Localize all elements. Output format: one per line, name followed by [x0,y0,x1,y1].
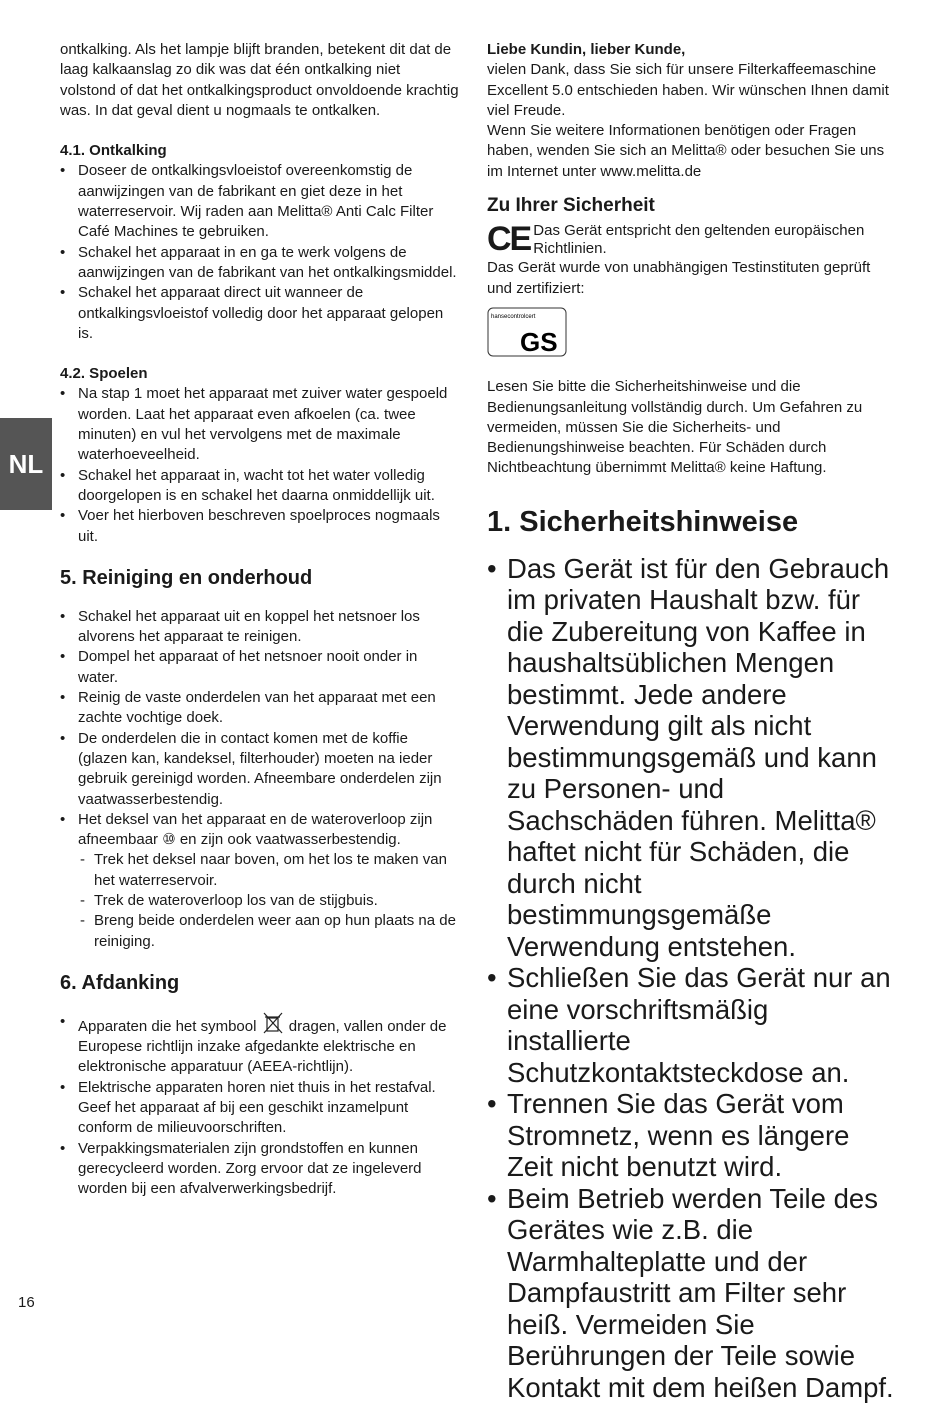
section-1-title: 1. Sicherheitshinweise [487,505,799,538]
gs-certification-logo [487,307,567,357]
safety-item: • Schließen Sie das Gerät nur an eine vorschriftsmäßig installierte Schutzkontaktsteckdose an. [487,962,897,1088]
dash-item: - Breng beide onderdelen weer aan op hun plaats na de reiniging. [60,911,460,952]
list-item: • Het deksel van het apparaat en de wateroverloop zijn afneembaar ⑩ en zijn ook vaatwasserbestendig. [60,810,460,851]
tested-text: Das Gerät wurde von unabhängigen Testinstituten geprüft und zertifiziert: [487,259,871,297]
ce-mark: CE [487,220,531,259]
gs-logo-caption: hansecontrolcert [491,313,536,320]
dash-item: - Trek het deksel naar boven, om het los te maken van het waterreservoir. [60,850,460,891]
list-item: • Reinig de vaste onderdelen van het apparaat met een zachte vochtige doek. [60,688,460,729]
section-4-2-list [60,384,460,546]
thanks-paragraph: vielen Dank, dass Sie sich für unsere Filterkaffeemaschine Excellent 5.0 entschieden haben. Wir wünschen Ihnen damit viel Freude. [487,61,889,119]
section-6-title: 6. Afdanking [60,971,180,994]
list-item: • Schakel het apparaat in en ga te werk volgens de aanwijzingen van de fabrikant van het ontkalkingsmiddel. [60,243,460,284]
section-5-title: 5. Reiniging en onderhoud [60,566,313,589]
section-4-1-list [60,161,460,344]
list-item: • Elektrische apparaten horen niet thuis in het restafval. Geef het apparaat af bij een geschikt inzamelpunt conform de milieuvoorschriften. [60,1078,460,1139]
section-6-list [60,1012,460,1200]
safety-item: • Das Gerät ist für den Gebrauch im privaten Haushalt bzw. für die Zubereitung von Kaffee in haushaltsüblichen Mengen bestimmt. Jede andere Verwendung gilt als nicht bestimmungsgemäß und kann zu Personen- und Sachschäden führen. Melitta® haftet nicht für Schäden, die durch nicht bestimmungsgemäße Verwendung entstehen. [487,553,897,963]
list-item: • De onderdelen die in contact komen met de koffie (glazen kan, kandeksel, filterhouder) moeten na ieder gebruik gereinigd worden. Afneembare onderdelen zijn vaatwasserbestendig. [60,729,460,810]
section-5-dash-list [60,850,460,951]
section-5-list [60,607,460,851]
language-tab: NL [0,418,52,510]
list-item: • Verpakkingsmaterialen zijn grondstoffen en kunnen gerecycleerd worden. Zorg ervoor dat ze ingeleverd worden bij een afvalverwerkingsbedrijf. [60,1139,460,1200]
list-item: • Schakel het apparaat in, wacht tot het water volledig doorgelopen is en schakel het daarna onmiddellijk uit. [60,466,460,507]
read-paragraph: Lesen Sie bitte die Sicherheitshinweise und die Bedienungsanleitung vollständig durch. Um Gefahren zu vermeiden, müssen Sie die Sicherheits- und Bedienungshinweise beachten. Für Schäden durch Nichtbeachtung übernimmt Melitta® keine Haftung. [487,378,863,477]
section-4-2-title: 4.2. Spoelen [60,365,148,383]
list-item: • Dompel het apparaat of het netsnoer nooit onder in water. [60,647,460,688]
list-item [60,1012,460,1078]
ce-text: Das Gerät entspricht den geltenden europäischen Richtlinien. [533,222,865,258]
right-column [487,40,897,1403]
info-paragraph: Wenn Sie weitere Informationen benötigen oder Fragen haben, wenden Sie sich an Melitta® oder besuchen Sie uns im Internet unter www.melitta.de [487,122,885,180]
left-column [60,40,460,1200]
safety-title: Zu Ihrer Sicherheit [487,195,655,217]
safety-item: • Beim Betrieb werden Teile des Gerätes wie z.B. die Warmhalteplatte und der Dampfaustritt am Filter sehr heiß. Vermeiden Sie Berührungen der Teile sowie Kontakt mit dem heißen Dampf. [487,1183,897,1403]
list-item: • Voer het hierboven beschreven spoelproces nogmaals uit. [60,506,460,547]
dash-item: - Trek de wateroverloop los van de stijgbuis. [60,891,460,911]
symbol-sentence-start: Apparaten die het symbool [78,1017,257,1035]
intro-paragraph: ontkalking. Als het lampje blijft branden, betekent dit dat de laag kalkaanslag zo dik was dat één ontkalking niet volstond of dat het ontkalkingsproduct onvoldoende krachtig was. In dat geval dient u nogmaals te ontkalken. [60,41,459,119]
symbol-sentence-end: dragen, vallen onder de Europese richtlijn inzake afgedankte elektrische en elektronische apparatuur (AEEA-richtlijn). [78,1017,447,1076]
safety-item: • Trennen Sie das Gerät vom Stromnetz, wenn es längere Zeit nicht benutzt wird. [487,1088,897,1183]
list-item: • Doseer de ontkalkingsvloeistof overeenkomstig de aanwijzingen van de fabrikant en giet deze in het waterreservoir. Wij raden aan Melitta® Anti Calc Filter Café Machines te gebruiken. [60,161,460,242]
ce-row [487,222,897,258]
section-4-1-title: 4.1. Ontkalking [60,142,167,160]
list-item: • Na stap 1 moet het apparaat met zuiver water gespoeld worden. Laat het apparaat even afkoelen (ca. twee minuten) en vul het vervolgens met de maximale waterhoeveelheid. [60,384,460,465]
list-item: • Schakel het apparaat direct uit wanneer de ontkalkingsvloeistof volledig door het apparaat gelopen is. [60,283,460,344]
page-number: 16 [18,1294,35,1311]
gs-logo-letters: GS [520,326,558,357]
safety-list [487,553,897,1403]
list-item: • Schakel het apparaat uit en koppel het netsnoer los alvorens het apparaat te reinigen. [60,607,460,648]
crossed-bin-icon [261,1012,285,1034]
greeting: Liebe Kundin, lieber Kunde, [487,41,686,58]
